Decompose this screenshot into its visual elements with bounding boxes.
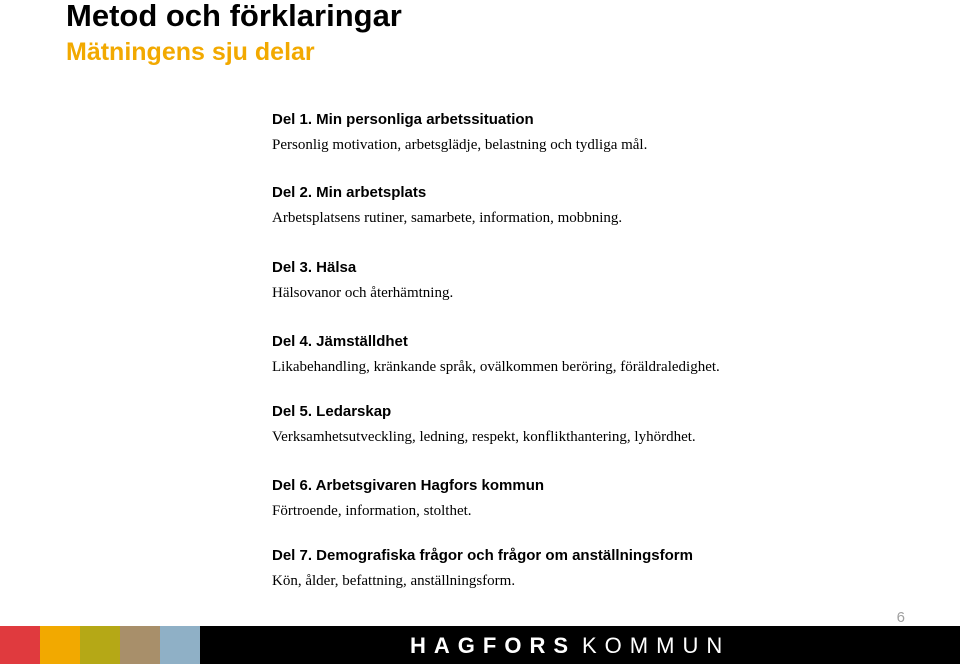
section-item xyxy=(272,403,932,446)
section-description: Personlig motivation, arbetsglädje, belastning och tydliga mål. xyxy=(272,137,648,153)
section-item xyxy=(272,111,932,154)
section-item xyxy=(272,477,932,520)
section-description: Verksamhetsutveckling, ledning, respekt, konflikthantering, lyhördhet. xyxy=(272,429,696,445)
section-description: Likabehandling, kränkande språk, ovälkommen beröring, föräldraledighet. xyxy=(272,359,720,375)
logo-word-kommun: KOMMUN xyxy=(582,633,731,658)
section-description: Hälsovanor och återhämtning. xyxy=(272,285,454,301)
section-heading: Del 6. Arbetsgivaren Hagfors kommun xyxy=(272,477,545,494)
page-subtitle: Mätningens sju delar xyxy=(66,38,315,66)
page-number: 6 xyxy=(896,609,905,626)
color-stripe-orange xyxy=(40,626,80,664)
section-item xyxy=(272,259,932,302)
section-heading: Del 3. Hälsa xyxy=(272,259,357,276)
color-stripe-red xyxy=(0,626,40,664)
section-item xyxy=(272,547,932,590)
hagfors-kommun-logo xyxy=(410,634,730,658)
color-stripe-tan xyxy=(120,626,160,664)
page-title: Metod och förklaringar xyxy=(66,0,402,33)
section-description: Arbetsplatsens rutiner, samarbete, information, mobbning. xyxy=(272,210,623,226)
section-description: Kön, ålder, befattning, anställningsform. xyxy=(272,573,516,589)
section-heading: Del 2. Min arbetsplats xyxy=(272,184,427,201)
section-heading: Del 4. Jämställdhet xyxy=(272,333,408,350)
color-stripe-blue xyxy=(160,626,200,664)
section-item xyxy=(272,184,932,227)
color-stripe-olive xyxy=(80,626,120,664)
section-heading: Del 1. Min personliga arbetssituation xyxy=(272,111,534,128)
logo-word-hagfors: HAGFORS xyxy=(410,633,576,658)
section-heading: Del 5. Ledarskap xyxy=(272,403,392,420)
section-item xyxy=(272,333,932,376)
section-description: Förtroende, information, stolthet. xyxy=(272,503,472,519)
footer-bar xyxy=(0,626,960,664)
section-heading: Del 7. Demografiska frågor och frågor om anställningsform xyxy=(272,547,693,564)
